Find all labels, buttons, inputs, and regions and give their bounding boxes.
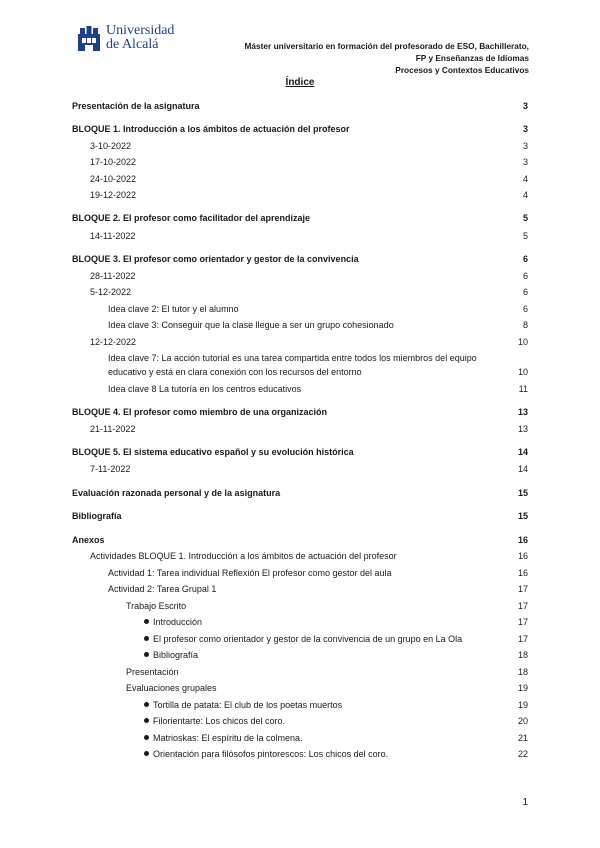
toc-title: Índice	[285, 77, 315, 88]
bullet-icon	[144, 636, 149, 641]
document-header	[209, 40, 529, 77]
bullet-icon	[144, 652, 149, 657]
header-line-1: Máster universitario en formación del profesorado de ESO, Bachillerato,	[244, 41, 529, 51]
university-crest-icon	[76, 25, 102, 53]
bullet-icon	[144, 735, 149, 740]
header-line-3: Procesos y Contextos Educativos	[395, 65, 529, 76]
bullet-icon	[144, 751, 149, 756]
university-logo	[76, 25, 196, 55]
header-line-2: FP y Enseñanzas de Idiomas	[415, 53, 529, 64]
page-number: 1	[522, 797, 528, 808]
logo-text: Universidad de Alcalá	[106, 23, 175, 52]
toc-entry[interactable]: Idea clave 7: La acción tutorial es una tarea compartida entre todos los miembros del equipo educativo y está en clara conexión con los recursos del entorno 10	[108, 353, 528, 377]
bullet-icon	[144, 718, 149, 723]
bullet-icon	[144, 619, 149, 624]
bullet-icon	[144, 702, 149, 707]
